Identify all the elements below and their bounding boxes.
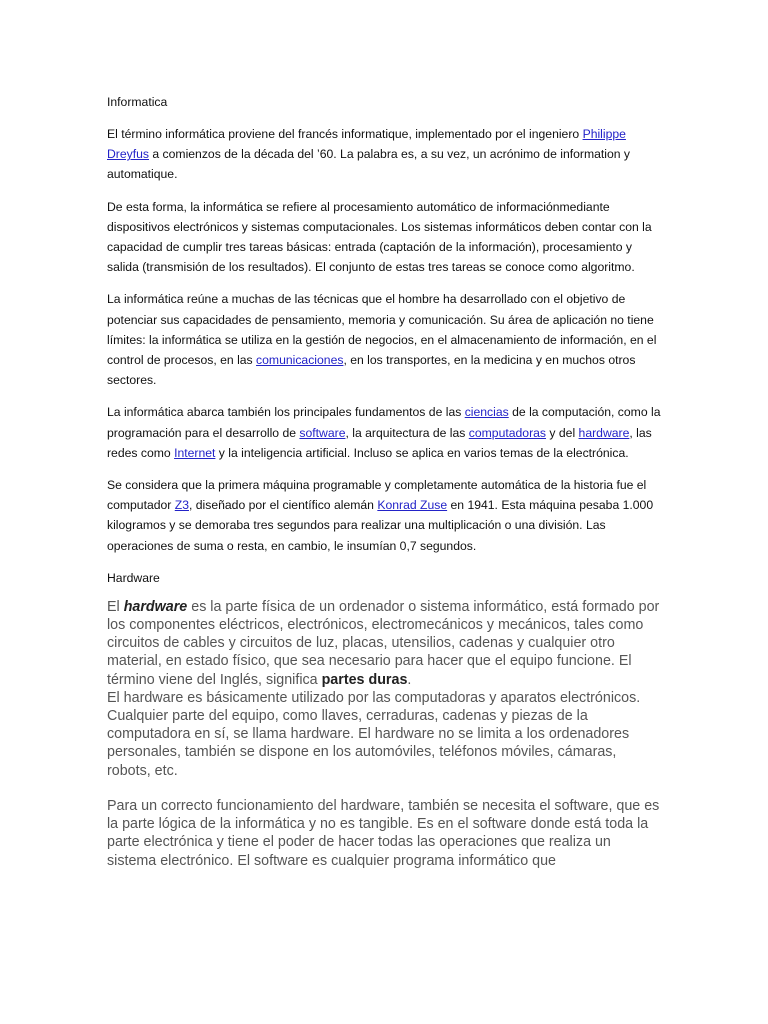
page-title: Informatica	[107, 95, 168, 109]
link-internet[interactable]: Internet	[174, 445, 216, 460]
text-span: , diseñado por el científico alemán	[188, 498, 378, 513]
intro-section	[107, 92, 663, 588]
link-z3[interactable]: Z3	[174, 498, 189, 513]
paragraph-hardware-definition	[107, 598, 663, 780]
link-konrad-zuse[interactable]: Konrad Zuse	[377, 498, 448, 513]
text-span: El hardware es básicamente utilizado por las computadoras y aparatos electrónicos. Cualquier parte del equipo, como llaves, cerraduras, cadenas y piezas de la computadora en sí, se llama hardware. El hardware no se limita a los ordenadores personales, también se dispone en los automóviles, teléfonos móviles, cámaras, robots, etc.	[107, 689, 641, 779]
text-span: a comienzos de la década del ’60. La palabra es, a su vez, un acrónimo de information y automatique.	[107, 147, 631, 182]
text-span: , en los transportes, en la medicina y en muchos otros sectores.	[107, 353, 636, 388]
bold-term-hardware: hardware	[123, 598, 188, 615]
link-software[interactable]: software	[299, 425, 346, 440]
text-span: y la inteligencia artificial. Incluso se aplica en varios temas de la electrónica.	[215, 445, 629, 460]
bold-term-partes-duras: partes duras	[321, 671, 408, 688]
paragraph-definition: De esta forma, la informática se refiere al procesamiento automático de informaciónmediante dispositivos electrónicos y sistemas computacionales. Los sistemas informáticos deben contar con la capacidad de cumplir tres tareas básicas: entrada (captación de la información), procesamiento y salida (transmisión de los resultados). El conjunto de estas tres tareas se conoce como algoritmo.	[107, 199, 652, 275]
text-span: , la arquitectura de las	[345, 425, 469, 440]
paragraph-origin	[107, 124, 663, 185]
text-span: La informática abarca también los principales fundamentos de las	[107, 405, 465, 420]
section-heading-hardware: Hardware	[107, 570, 160, 585]
text-span: La informática reúne a muchas de las técnicas que el hombre ha desarrollado con el objetivo de potenciar sus capacidades de pensamiento, memoria y comunicación. Su área de aplicación no tiene límites: la informática se utiliza en la gestión de negocios, en el almacenamiento de información, en el control de procesos, en las	[107, 292, 657, 368]
link-ciencias[interactable]: ciencias	[464, 405, 509, 420]
paragraph-techniques	[107, 289, 663, 390]
paragraph-software: Para un correcto funcionamiento del hardware, también se necesita el software, que es la parte lógica de la informática y no es tangible. Es en el software donde está toda la parte electrónica y tiene el poder de hacer todas las operaciones que realiza un sistema electrónico. El software es cualquier programa informático que	[107, 797, 660, 869]
text-span: Se considera que la primera máquina programable y completamente automática de la historia fue el computador	[107, 478, 647, 513]
link-philippe-dreyfus[interactable]: Philippe Dreyfus	[107, 127, 626, 162]
text-span: El	[107, 598, 124, 615]
text-span: de la computación, como la programación para el desarrollo de	[107, 405, 661, 440]
text-span: es la parte física de un ordenador o sistema informático, está formado por los componentes eléctricos, electrónicos, electromecánicos y mecánicos, tales como circuitos de cables y circuitos de luz, placas, utensilios, cadenas y cualquier otro material, en estado físico, que sea necesario para hacer que el equipo funcione. El término viene del Inglés, significa	[107, 598, 660, 688]
text-span: , las redes como	[107, 425, 652, 460]
text-span: .	[407, 671, 412, 688]
paragraph-fundamentals	[107, 402, 663, 463]
document-page	[107, 92, 663, 887]
text-span: El término informática proviene del francés informatique, implementado por el ingeniero	[107, 127, 583, 141]
link-comunicaciones[interactable]: comunicaciones	[256, 353, 344, 368]
link-hardware[interactable]: hardware	[578, 425, 630, 440]
hardware-section	[107, 598, 663, 870]
paragraph-first-machine	[107, 475, 663, 556]
link-computadoras[interactable]: computadoras	[468, 425, 547, 440]
text-span: y del	[546, 425, 579, 440]
text-span: en 1941. Esta máquina pesaba 1.000 kilogramos y se demoraba tres segundos para realizar una multiplicación o una división. Las operaciones de suma o resta, en cambio, le insumían 0,7 segundos.	[107, 498, 654, 553]
